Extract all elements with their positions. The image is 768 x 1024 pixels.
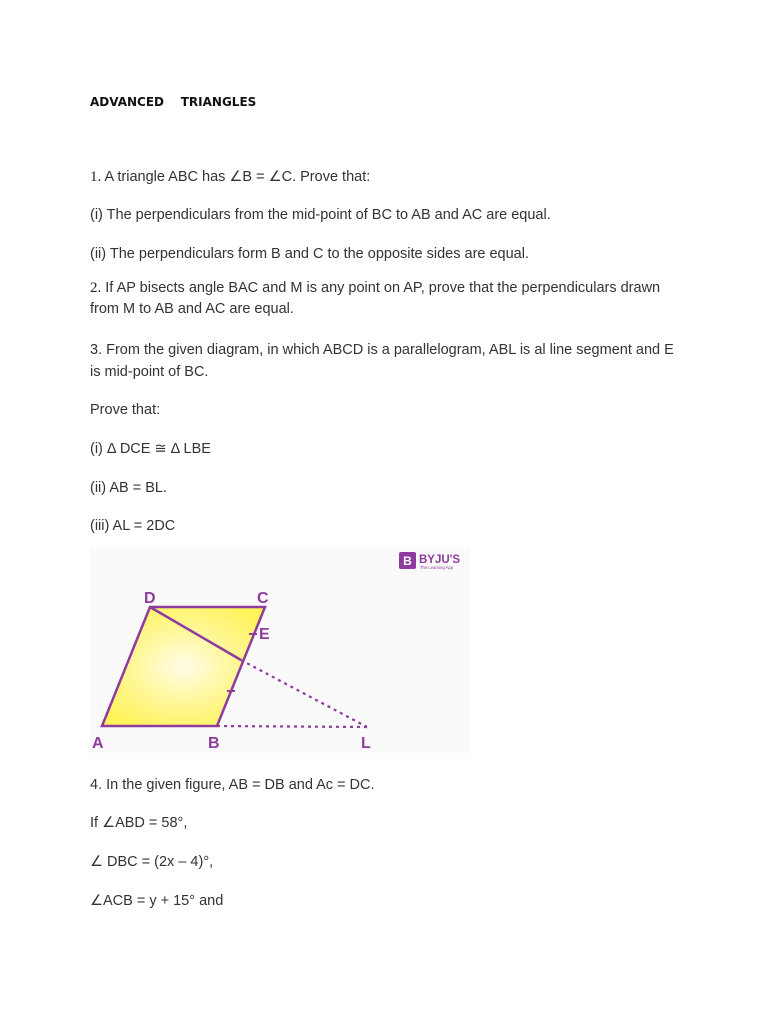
label-e: E [259,626,270,643]
question-4-line-3: ∠ACB = y + 15° and [90,893,224,909]
svg-text:B: B [403,554,412,568]
label-d: D [144,590,156,607]
byjus-logo [398,551,468,571]
question-3-part-ii: (ii) AB = BL. [90,480,167,496]
label-a: A [92,735,104,752]
label-l: L [361,735,371,752]
question-1 [90,167,680,188]
question-1-part-i: (i) The perpendiculars from the mid-point of BC to AB and AC are equal. [90,207,551,223]
question-4-line-2: ∠ DBC = (2x – 4)°, [90,854,214,870]
byjus-logo-text: BYJU'S [419,554,461,566]
question-3-part-iii: (iii) AL = 2DC [90,518,176,534]
question-3-prove: Prove that: [90,402,161,418]
question-2-text: If AP bisects angle BAC and M is any point on AP, prove that the perpendiculars drawn from M to AB and AC are equal. [90,280,661,317]
label-b: B [208,735,220,752]
question-2 [90,278,680,320]
byjus-logo-subtext: The Learning App [420,565,454,570]
question-3: 3. From the given diagram, in which ABCD is a parallelogram, ABL is al line segment and E is mid-point of BC. [90,342,674,380]
question-4-line-1: If ∠ABD = 58°, [90,815,188,831]
question-1-number: 1. [90,169,102,185]
label-c: C [257,590,269,607]
question-1-text: A triangle ABC has ∠B = ∠C. Prove that: [101,169,371,185]
parallelogram-figure [90,548,470,753]
question-1-part-ii: (ii) The perpendiculars form B and C to the opposite sides are equal. [90,246,530,262]
question-3-part-i: (i) Δ DCE ≅ Δ LBE [90,441,211,457]
page-title: ADVANCED TRIANGLES [90,95,257,109]
question-4: 4. In the given figure, AB = DB and Ac = DC. [90,777,375,793]
question-2-number: 2. [90,280,102,296]
